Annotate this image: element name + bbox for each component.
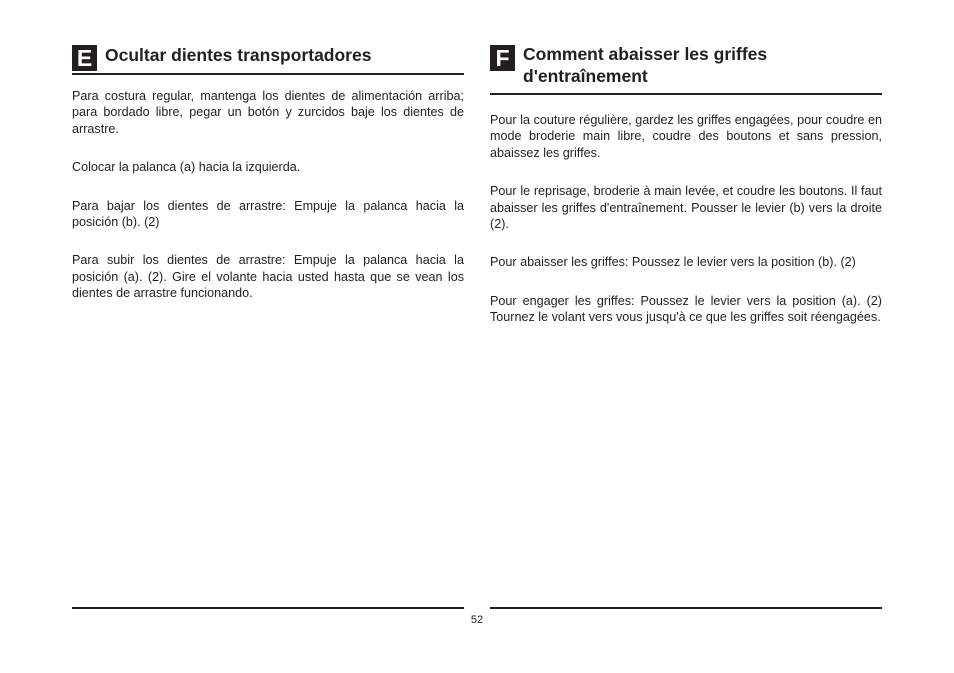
spanish-paragraph: Para subir los dientes de arrastre: Empuje la palanca hacia la posición (a). (2). Gire el volante hacia usted hasta que se vean los dientes de arrastre funcionando. xyxy=(72,253,464,301)
language-badge-f: F xyxy=(490,45,515,71)
footer-divider-right xyxy=(490,607,882,609)
spanish-heading xyxy=(72,40,464,75)
spanish-body xyxy=(72,88,464,302)
french-paragraph: Pour engager les griffes: Poussez le levier vers la position (a). (2) Tournez le volant vers vous jusqu'à ce que les griffes soit réengagées. xyxy=(490,293,882,325)
french-section xyxy=(490,40,882,348)
french-body xyxy=(490,112,882,326)
french-section-title: Comment abaisser les griffes d'entraînement xyxy=(523,44,768,86)
spanish-paragraph: Para costura regular, mantenga los dientes de alimentación arriba; para bordado libre, pegar un botón y zurcidos baje los dientes de arrastre. xyxy=(72,89,464,136)
french-heading xyxy=(490,40,882,95)
french-paragraph: Pour la couture régulière, gardez les griffes engagées, pour coudre en mode broderie main libre, coudre des boutons et sans pression, abaissez les griffes. xyxy=(490,113,882,160)
footer-divider-left xyxy=(72,607,464,609)
spanish-section-title: Ocultar dientes transportadores xyxy=(105,45,372,65)
language-badge-e: E xyxy=(72,45,97,71)
spanish-paragraph: Para bajar los dientes de arrastre: Empuje la palanca hacia la posición (b). (2) xyxy=(72,198,464,230)
page-number: 52 xyxy=(470,614,484,626)
french-paragraph: Pour abaisser les griffes: Poussez le levier vers la position (b). (2) xyxy=(490,255,856,270)
spanish-paragraph: Colocar la palanca (a) hacia la izquierda. xyxy=(72,160,301,175)
spanish-section xyxy=(72,40,464,324)
french-paragraph: Pour le reprisage, broderie à main levée, et coudre les boutons. Il faut abaisser les griffes d'entraînement. Pousser le levier (b) vers la droite (2). xyxy=(490,184,882,232)
